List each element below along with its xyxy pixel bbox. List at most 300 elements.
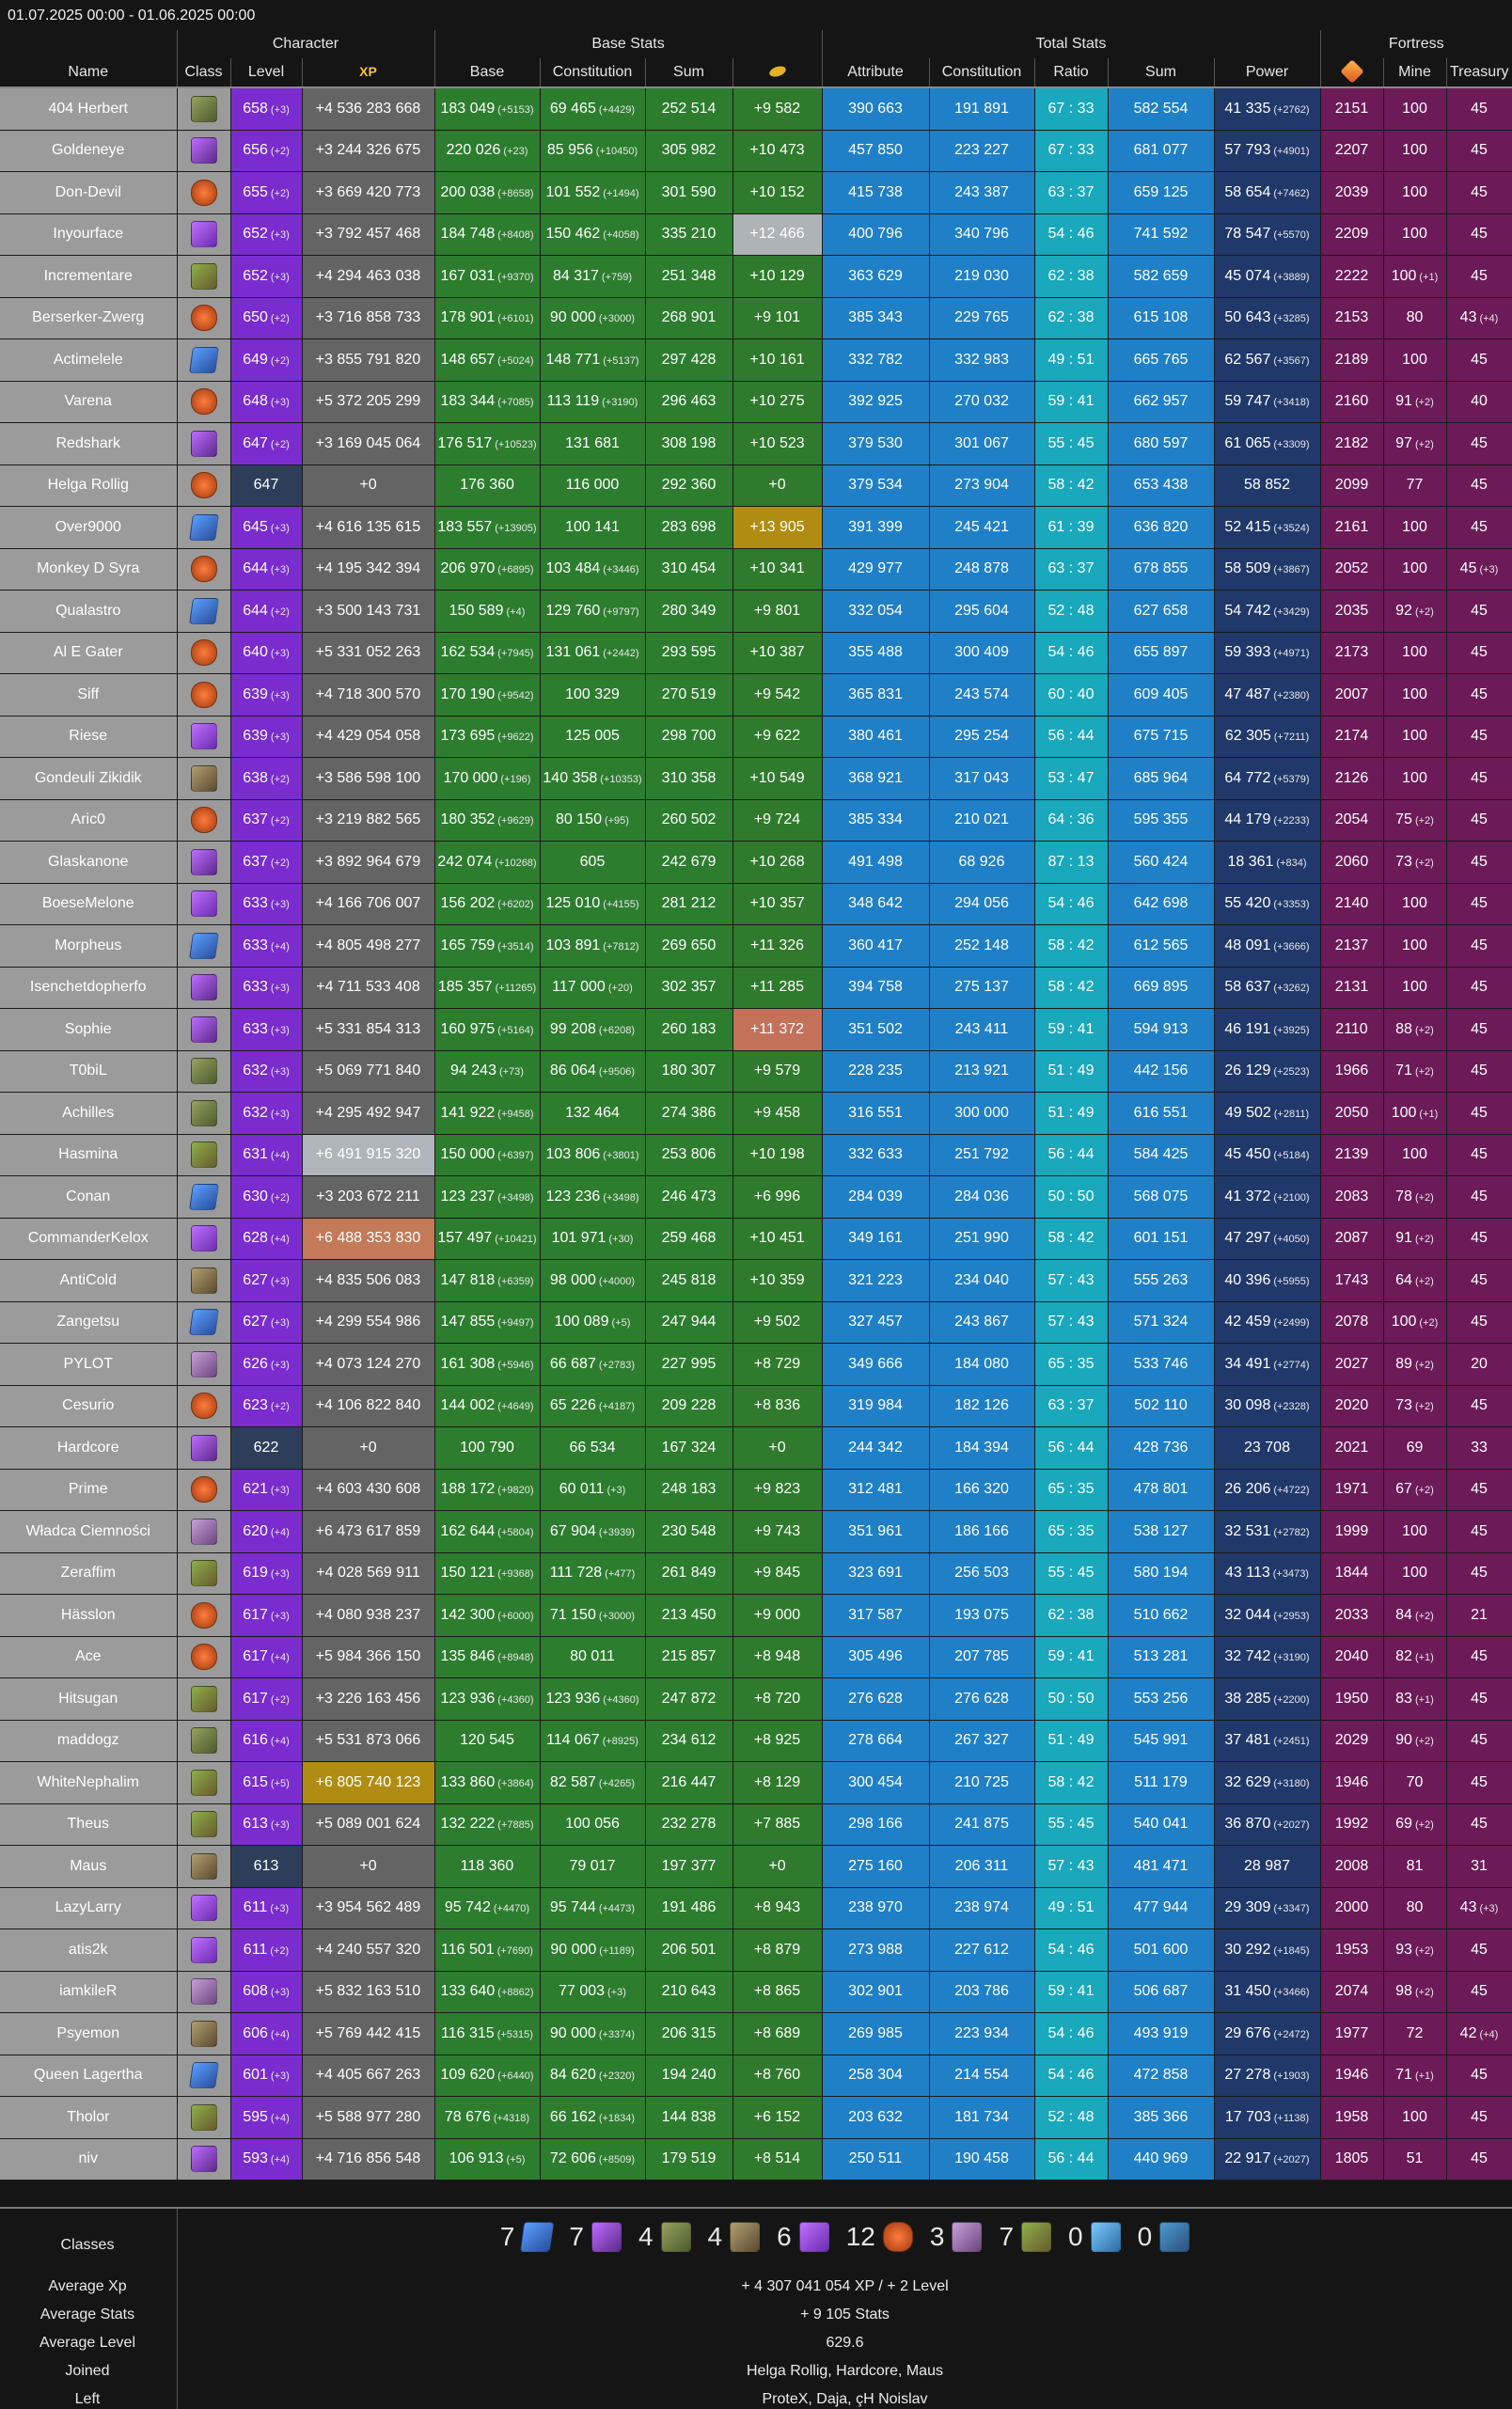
xp-cell — [302, 1971, 434, 2013]
table-row[interactable] — [0, 842, 1512, 884]
player-name[interactable]: Aric0 — [0, 799, 177, 842]
class-cell — [177, 632, 230, 674]
constitution-cell-delta: (+3446) — [603, 564, 639, 576]
total-constitution-cell — [929, 464, 1034, 507]
table-row[interactable] — [0, 1511, 1512, 1553]
xp-cell — [302, 2055, 434, 2097]
mine-cell-value: 100 — [1402, 142, 1427, 159]
table-row[interactable] — [0, 1134, 1512, 1176]
power-cell-delta: (+3285) — [1273, 313, 1310, 325]
mage-class-icon — [191, 849, 217, 875]
total-sum-cell-value: 741 592 — [1133, 226, 1189, 243]
battle-class-icon — [191, 1225, 217, 1252]
period-range: 01.07.2025 00:00 - 01.06.2025 00:00 — [8, 8, 256, 24]
total-constitution-cell — [929, 1929, 1034, 1972]
joined-value: Helga Rollig, Hardcore, Maus — [747, 2363, 943, 2379]
treasury-cell — [1446, 1846, 1512, 1888]
total-sum-cell-value: 501 600 — [1133, 1941, 1189, 1958]
sum-cell — [645, 1301, 732, 1344]
attribute-cell — [822, 1344, 929, 1386]
table-row[interactable] — [0, 1762, 1512, 1804]
gold-cell — [732, 2097, 822, 2139]
table-row[interactable] — [0, 1093, 1512, 1135]
table-row[interactable] — [0, 758, 1512, 800]
table-row[interactable] — [0, 1385, 1512, 1427]
level-cell — [230, 213, 302, 256]
power-cell-value: 36 870 — [1224, 1816, 1271, 1833]
table-row[interactable] — [0, 2097, 1512, 2139]
mine-cell-value: 80 — [1406, 309, 1424, 326]
total-sum-cell — [1108, 1762, 1214, 1804]
player-name[interactable]: Berserker-Zwerg — [0, 297, 177, 339]
col-total-sum[interactable]: Sum — [1108, 58, 1214, 87]
base-cell — [434, 1636, 540, 1678]
gold-cell — [732, 1846, 822, 1888]
power-cell — [1214, 1552, 1320, 1595]
base-cell-value: 185 357 — [437, 979, 493, 996]
constitution-cell — [540, 1971, 645, 2013]
col-class[interactable]: Class — [177, 58, 230, 87]
player-name[interactable]: Over9000 — [0, 507, 177, 549]
base-cell — [434, 1427, 540, 1470]
player-name[interactable]: Achilles — [0, 1093, 177, 1135]
total-constitution-cell-value: 245 421 — [954, 518, 1009, 535]
table-row[interactable] — [0, 674, 1512, 716]
player-name[interactable]: Hardcore — [0, 1427, 177, 1470]
col-gem[interactable] — [1320, 58, 1383, 87]
ratio-cell-value: 55 : 45 — [1047, 1816, 1095, 1833]
table-row[interactable] — [0, 1260, 1512, 1302]
table-row[interactable] — [0, 548, 1512, 590]
treasury-cell-value: 45 — [1471, 2150, 1488, 2167]
player-name[interactable]: Zangetsu — [0, 1301, 177, 1344]
gem-cell — [1320, 423, 1383, 465]
attribute-cell-value: 269 985 — [848, 2024, 903, 2041]
total-constitution-cell-value: 182 126 — [954, 1397, 1009, 1414]
table-row[interactable] — [0, 172, 1512, 214]
table-row[interactable] — [0, 1344, 1512, 1386]
level-cell — [230, 883, 302, 925]
base-cell-delta: (+5024) — [497, 354, 534, 367]
sum-cell-value: 232 278 — [661, 1816, 717, 1833]
attribute-cell — [822, 507, 929, 549]
sum-cell-value: 335 210 — [661, 226, 717, 243]
power-cell-value: 61 065 — [1224, 434, 1271, 451]
xp-cell-value: +5 069 771 840 — [315, 1063, 421, 1079]
total-sum-cell-value: 510 662 — [1133, 1606, 1189, 1623]
gem-cell-value: 1999 — [1334, 1522, 1369, 1539]
table-row[interactable] — [0, 967, 1512, 1009]
ratio-cell-value: 62 : 38 — [1047, 267, 1095, 284]
sum-cell — [645, 1176, 732, 1219]
table-row[interactable] — [0, 1009, 1512, 1051]
player-name[interactable]: Queen Lagertha — [0, 2055, 177, 2097]
table-row[interactable] — [0, 213, 1512, 256]
xp-cell — [302, 1720, 434, 1762]
player-name[interactable]: Sophie — [0, 1009, 177, 1051]
player-name[interactable]: Goldeneye — [0, 130, 177, 172]
attribute-cell — [822, 87, 929, 130]
sum-cell-value: 206 501 — [661, 1941, 717, 1958]
player-name[interactable]: Władca Ciemności — [0, 1511, 177, 1553]
constitution-cell-value: 116 000 — [565, 477, 620, 494]
level-cell-delta: (+3) — [270, 1903, 290, 1915]
power-cell-delta: (+5570) — [1273, 229, 1310, 242]
table-row[interactable] — [0, 1678, 1512, 1721]
total-constitution-cell-value: 223 934 — [954, 2024, 1009, 2041]
col-gold[interactable] — [732, 58, 822, 87]
player-name[interactable]: CommanderKelox — [0, 1218, 177, 1260]
player-name[interactable]: Inyourface — [0, 213, 177, 256]
power-cell — [1214, 464, 1320, 507]
sum-cell — [645, 1385, 732, 1427]
table-row[interactable] — [0, 1595, 1512, 1637]
player-name[interactable]: Siff — [0, 674, 177, 716]
total-sum-cell — [1108, 507, 1214, 549]
player-name[interactable]: Hässlon — [0, 1595, 177, 1637]
treasury-cell-value: 40 — [1471, 393, 1488, 410]
power-cell-value: 40 396 — [1224, 1271, 1271, 1288]
power-cell — [1214, 87, 1320, 130]
player-name[interactable]: Cesurio — [0, 1385, 177, 1427]
sum-cell — [645, 1218, 732, 1260]
player-name[interactable]: 404 Herbert — [0, 87, 177, 130]
player-name[interactable]: T0biL — [0, 1050, 177, 1093]
level-cell-value: 611 — [243, 1899, 268, 1916]
gem-cell — [1320, 1678, 1383, 1721]
player-name[interactable]: Qualastro — [0, 590, 177, 633]
sum-cell-value: 242 679 — [661, 853, 717, 870]
table-row[interactable] — [0, 1050, 1512, 1093]
player-name[interactable]: Redshark — [0, 423, 177, 465]
treasury-cell — [1446, 1469, 1512, 1511]
ratio-cell — [1034, 381, 1108, 423]
table-row[interactable] — [0, 297, 1512, 339]
level-cell — [230, 758, 302, 800]
table-row[interactable] — [0, 1469, 1512, 1511]
demon-class-icon — [191, 1978, 217, 2005]
col-mine[interactable]: Mine — [1383, 58, 1446, 87]
constitution-cell-delta: (+1189) — [599, 1945, 635, 1957]
total-sum-cell-value: 540 041 — [1133, 1816, 1189, 1833]
gem-cell — [1320, 464, 1383, 507]
attribute-cell — [822, 381, 929, 423]
assassin-class-icon — [191, 1267, 217, 1294]
sum-cell-value: 252 514 — [661, 100, 717, 117]
total-constitution-cell-value: 317 043 — [954, 769, 1009, 786]
level-cell — [230, 1511, 302, 1553]
power-cell — [1214, 1301, 1320, 1344]
xp-cell-value: +4 080 938 237 — [315, 1606, 421, 1623]
table-row[interactable] — [0, 130, 1512, 172]
table-row[interactable] — [0, 1427, 1512, 1470]
base-cell-delta: (+10421) — [495, 1234, 537, 1246]
table-row[interactable] — [0, 1218, 1512, 1260]
base-cell-value: 183 344 — [440, 393, 496, 410]
table-row[interactable] — [0, 1720, 1512, 1762]
power-cell-delta: (+3353) — [1273, 899, 1310, 911]
power-cell-value: 58 509 — [1224, 560, 1271, 577]
level-cell — [230, 1344, 302, 1386]
power-cell — [1214, 842, 1320, 884]
level-cell-value: 631 — [243, 1146, 268, 1163]
battle-class-icon — [191, 1937, 217, 1963]
constitution-cell — [540, 842, 645, 884]
player-name[interactable]: Morpheus — [0, 925, 177, 968]
player-name[interactable]: Gondeuli Zikidik — [0, 758, 177, 800]
constitution-cell-value: 100 089 — [554, 1314, 609, 1330]
sum-cell — [645, 507, 732, 549]
table-row[interactable] — [0, 256, 1512, 298]
attribute-cell — [822, 297, 929, 339]
treasury-cell-value: 45 — [1471, 142, 1488, 159]
sum-cell — [645, 548, 732, 590]
sum-cell — [645, 674, 732, 716]
treasury-cell-value: 45 — [1471, 853, 1488, 870]
gold-cell-value: +11 285 — [749, 979, 805, 996]
mine-cell — [1383, 381, 1446, 423]
player-name[interactable]: niv — [0, 2138, 177, 2181]
col-ratio[interactable]: Ratio — [1034, 58, 1108, 87]
mine-cell-value: 97 — [1395, 434, 1412, 451]
total-sum-cell-value: 642 698 — [1133, 895, 1189, 912]
table-row[interactable] — [0, 883, 1512, 925]
col-power[interactable]: Power — [1214, 58, 1320, 87]
level-cell-value: 593 — [243, 2150, 268, 2167]
player-name[interactable]: Maus — [0, 1846, 177, 1888]
player-name[interactable]: Riese — [0, 716, 177, 758]
total-sum-cell-value: 636 820 — [1133, 518, 1189, 535]
player-name[interactable]: Prime — [0, 1469, 177, 1511]
player-name[interactable]: Don-Devil — [0, 172, 177, 214]
player-name[interactable]: Theus — [0, 1803, 177, 1846]
sum-cell — [645, 1929, 732, 1972]
sum-cell — [645, 464, 732, 507]
gold-cell — [732, 87, 822, 130]
mine-cell-delta: (+2) — [1414, 1736, 1434, 1748]
col-xp[interactable] — [302, 58, 434, 87]
xp-cell-value: +3 203 672 211 — [316, 1188, 420, 1204]
player-name[interactable]: AntiCold — [0, 1260, 177, 1302]
player-name[interactable]: Conan — [0, 1176, 177, 1219]
sum-cell — [645, 1762, 732, 1804]
col-sum[interactable]: Sum — [645, 58, 732, 87]
table-row[interactable] — [0, 799, 1512, 842]
constitution-cell-value: 85 956 — [546, 142, 593, 159]
berserker-class-icon — [191, 639, 217, 666]
player-name[interactable]: LazyLarry — [0, 1887, 177, 1929]
total-sum-cell — [1108, 1971, 1214, 2013]
class-count-item — [1068, 2222, 1121, 2252]
table-row[interactable] — [0, 87, 1512, 130]
xp-cell-value: +4 294 463 038 — [315, 267, 421, 284]
col-base[interactable]: Base — [434, 58, 540, 87]
mage-class-icon — [591, 2222, 622, 2252]
mine-cell — [1383, 1887, 1446, 1929]
total-sum-cell — [1108, 716, 1214, 758]
level-cell-value: 652 — [243, 267, 268, 284]
gem-cell-value: 1971 — [1334, 1481, 1369, 1498]
player-name[interactable]: PYLOT — [0, 1344, 177, 1386]
level-cell — [230, 967, 302, 1009]
player-name[interactable]: Psyemon — [0, 2013, 177, 2055]
player-name[interactable]: Tholor — [0, 2097, 177, 2139]
ratio-cell-value: 59 : 41 — [1047, 1020, 1095, 1037]
table-row[interactable] — [0, 2138, 1512, 2181]
power-cell-value: 32 044 — [1224, 1606, 1271, 1623]
table-row[interactable] — [0, 381, 1512, 423]
power-cell-value: 43 113 — [1225, 1565, 1270, 1582]
col-treasury[interactable]: Treasury — [1446, 58, 1512, 87]
player-name[interactable]: Actimelele — [0, 339, 177, 382]
ratio-cell-value: 58 : 42 — [1047, 477, 1095, 494]
sum-cell — [645, 423, 732, 465]
mine-cell-value: 78 — [1395, 1188, 1412, 1204]
gem-cell — [1320, 590, 1383, 633]
table-row[interactable] — [0, 423, 1512, 465]
table-row[interactable] — [0, 716, 1512, 758]
level-cell-value: 621 — [243, 1481, 268, 1498]
ratio-cell — [1034, 1009, 1108, 1051]
table-row[interactable] — [0, 632, 1512, 674]
ratio-cell-value: 60 : 40 — [1047, 685, 1095, 702]
table-row[interactable] — [0, 1803, 1512, 1846]
level-cell — [230, 842, 302, 884]
col-attribute[interactable]: Attribute — [822, 58, 929, 87]
table-row[interactable] — [0, 925, 1512, 968]
table-row[interactable] — [0, 2055, 1512, 2097]
gold-cell-value: +0 — [768, 1857, 786, 1874]
player-name[interactable]: Isenchetdopherfo — [0, 967, 177, 1009]
gem-cell — [1320, 2097, 1383, 2139]
player-name[interactable]: Al E Gater — [0, 632, 177, 674]
gem-cell-value: 1958 — [1334, 2108, 1369, 2125]
level-cell-value: 619 — [243, 1565, 268, 1582]
table-row[interactable] — [0, 464, 1512, 507]
table-row[interactable] — [0, 1929, 1512, 1972]
ratio-cell — [1034, 213, 1108, 256]
total-constitution-cell — [929, 1093, 1034, 1135]
attribute-cell-value: 365 831 — [848, 685, 903, 702]
player-name[interactable]: Helga Rollig — [0, 464, 177, 507]
gold-cell — [732, 1260, 822, 1302]
total-sum-cell-value: 545 991 — [1133, 1732, 1189, 1749]
total-constitution-cell-value: 252 148 — [954, 937, 1009, 953]
total-constitution-cell-value: 184 394 — [954, 1439, 1009, 1456]
mine-cell — [1383, 1134, 1446, 1176]
gold-cell-value: +8 729 — [753, 1355, 801, 1372]
class-cell — [177, 2138, 230, 2181]
table-row[interactable] — [0, 1971, 1512, 2013]
druid-class-icon — [1021, 2222, 1051, 2252]
attribute-cell-value: 319 984 — [848, 1397, 903, 1414]
player-name[interactable]: Monkey D Syra — [0, 548, 177, 590]
treasury-cell-value: 45 — [1471, 1146, 1488, 1163]
warrior-class-icon — [189, 514, 219, 541]
table-row[interactable] — [0, 1887, 1512, 1929]
player-name[interactable]: Hitsugan — [0, 1678, 177, 1721]
gem-cell — [1320, 799, 1383, 842]
mine-cell — [1383, 87, 1446, 130]
player-name[interactable]: Varena — [0, 381, 177, 423]
player-name[interactable]: Hasmina — [0, 1134, 177, 1176]
table-row[interactable] — [0, 590, 1512, 633]
table-row[interactable] — [0, 507, 1512, 549]
base-cell-delta: (+8862) — [497, 1987, 534, 1999]
power-cell-delta: (+3418) — [1273, 397, 1310, 409]
attribute-cell-value: 332 633 — [848, 1146, 903, 1163]
gem-cell-value: 2021 — [1334, 1439, 1369, 1456]
gold-cell-value: +13 905 — [749, 518, 805, 535]
player-name[interactable]: WhiteNephalim — [0, 1762, 177, 1804]
sum-cell-value: 270 519 — [661, 685, 717, 702]
total-sum-cell-value: 582 554 — [1133, 100, 1189, 117]
attribute-cell-value: 273 988 — [848, 1941, 903, 1958]
class-cell — [177, 1344, 230, 1386]
mine-cell-value: 100 — [1402, 644, 1427, 661]
total-sum-cell-value: 675 715 — [1133, 728, 1189, 745]
table-row[interactable] — [0, 1176, 1512, 1219]
player-name[interactable]: Glaskanone — [0, 842, 177, 884]
player-name[interactable]: Ace — [0, 1636, 177, 1678]
player-name[interactable]: Zeraffim — [0, 1552, 177, 1595]
total-constitution-cell-value: 340 796 — [954, 226, 1009, 243]
treasury-cell — [1446, 1093, 1512, 1135]
xp-cell-value: +4 299 554 986 — [315, 1314, 421, 1330]
level-cell-delta: (+3) — [270, 522, 290, 534]
constitution-cell-value: 605 — [579, 853, 606, 870]
player-name[interactable]: iamkileR — [0, 1971, 177, 2013]
col-total-constitution[interactable]: Constitution — [929, 58, 1034, 87]
player-name[interactable]: maddogz — [0, 1720, 177, 1762]
col-constitution[interactable]: Constitution — [540, 58, 645, 87]
class-cell — [177, 925, 230, 968]
gem-cell-value: 2099 — [1334, 477, 1369, 494]
gold-cell — [732, 507, 822, 549]
mine-cell — [1383, 1552, 1446, 1595]
mine-cell — [1383, 1176, 1446, 1219]
total-sum-cell-value: 533 746 — [1133, 1355, 1189, 1372]
mine-cell-value: 81 — [1406, 1857, 1424, 1874]
table-row[interactable] — [0, 1846, 1512, 1888]
xp-cell-value: +3 669 420 773 — [315, 183, 421, 200]
table-row[interactable] — [0, 1636, 1512, 1678]
gold-cell — [732, 758, 822, 800]
col-level[interactable]: Level — [230, 58, 302, 87]
gold-cell — [732, 464, 822, 507]
base-cell — [434, 339, 540, 382]
total-sum-cell — [1108, 1887, 1214, 1929]
gold-cell-value: +9 801 — [753, 602, 801, 619]
table-row[interactable] — [0, 1301, 1512, 1344]
mine-cell — [1383, 1344, 1446, 1386]
gold-cell — [732, 590, 822, 633]
sum-cell-value: 302 357 — [661, 979, 717, 996]
table-row[interactable] — [0, 1552, 1512, 1595]
player-name[interactable]: atis2k — [0, 1929, 177, 1972]
xp-cell-value: +6 488 353 830 — [315, 1230, 421, 1247]
col-name[interactable]: Name — [0, 58, 177, 87]
player-name[interactable]: BoeseMelone — [0, 883, 177, 925]
scout-class-icon — [191, 1058, 217, 1084]
ratio-cell — [1034, 1929, 1108, 1972]
total-constitution-cell — [929, 1134, 1034, 1176]
table-row[interactable] — [0, 339, 1512, 382]
mine-cell — [1383, 507, 1446, 549]
player-name[interactable]: Incrementare — [0, 256, 177, 298]
table-row[interactable] — [0, 2013, 1512, 2055]
sum-cell — [645, 1344, 732, 1386]
